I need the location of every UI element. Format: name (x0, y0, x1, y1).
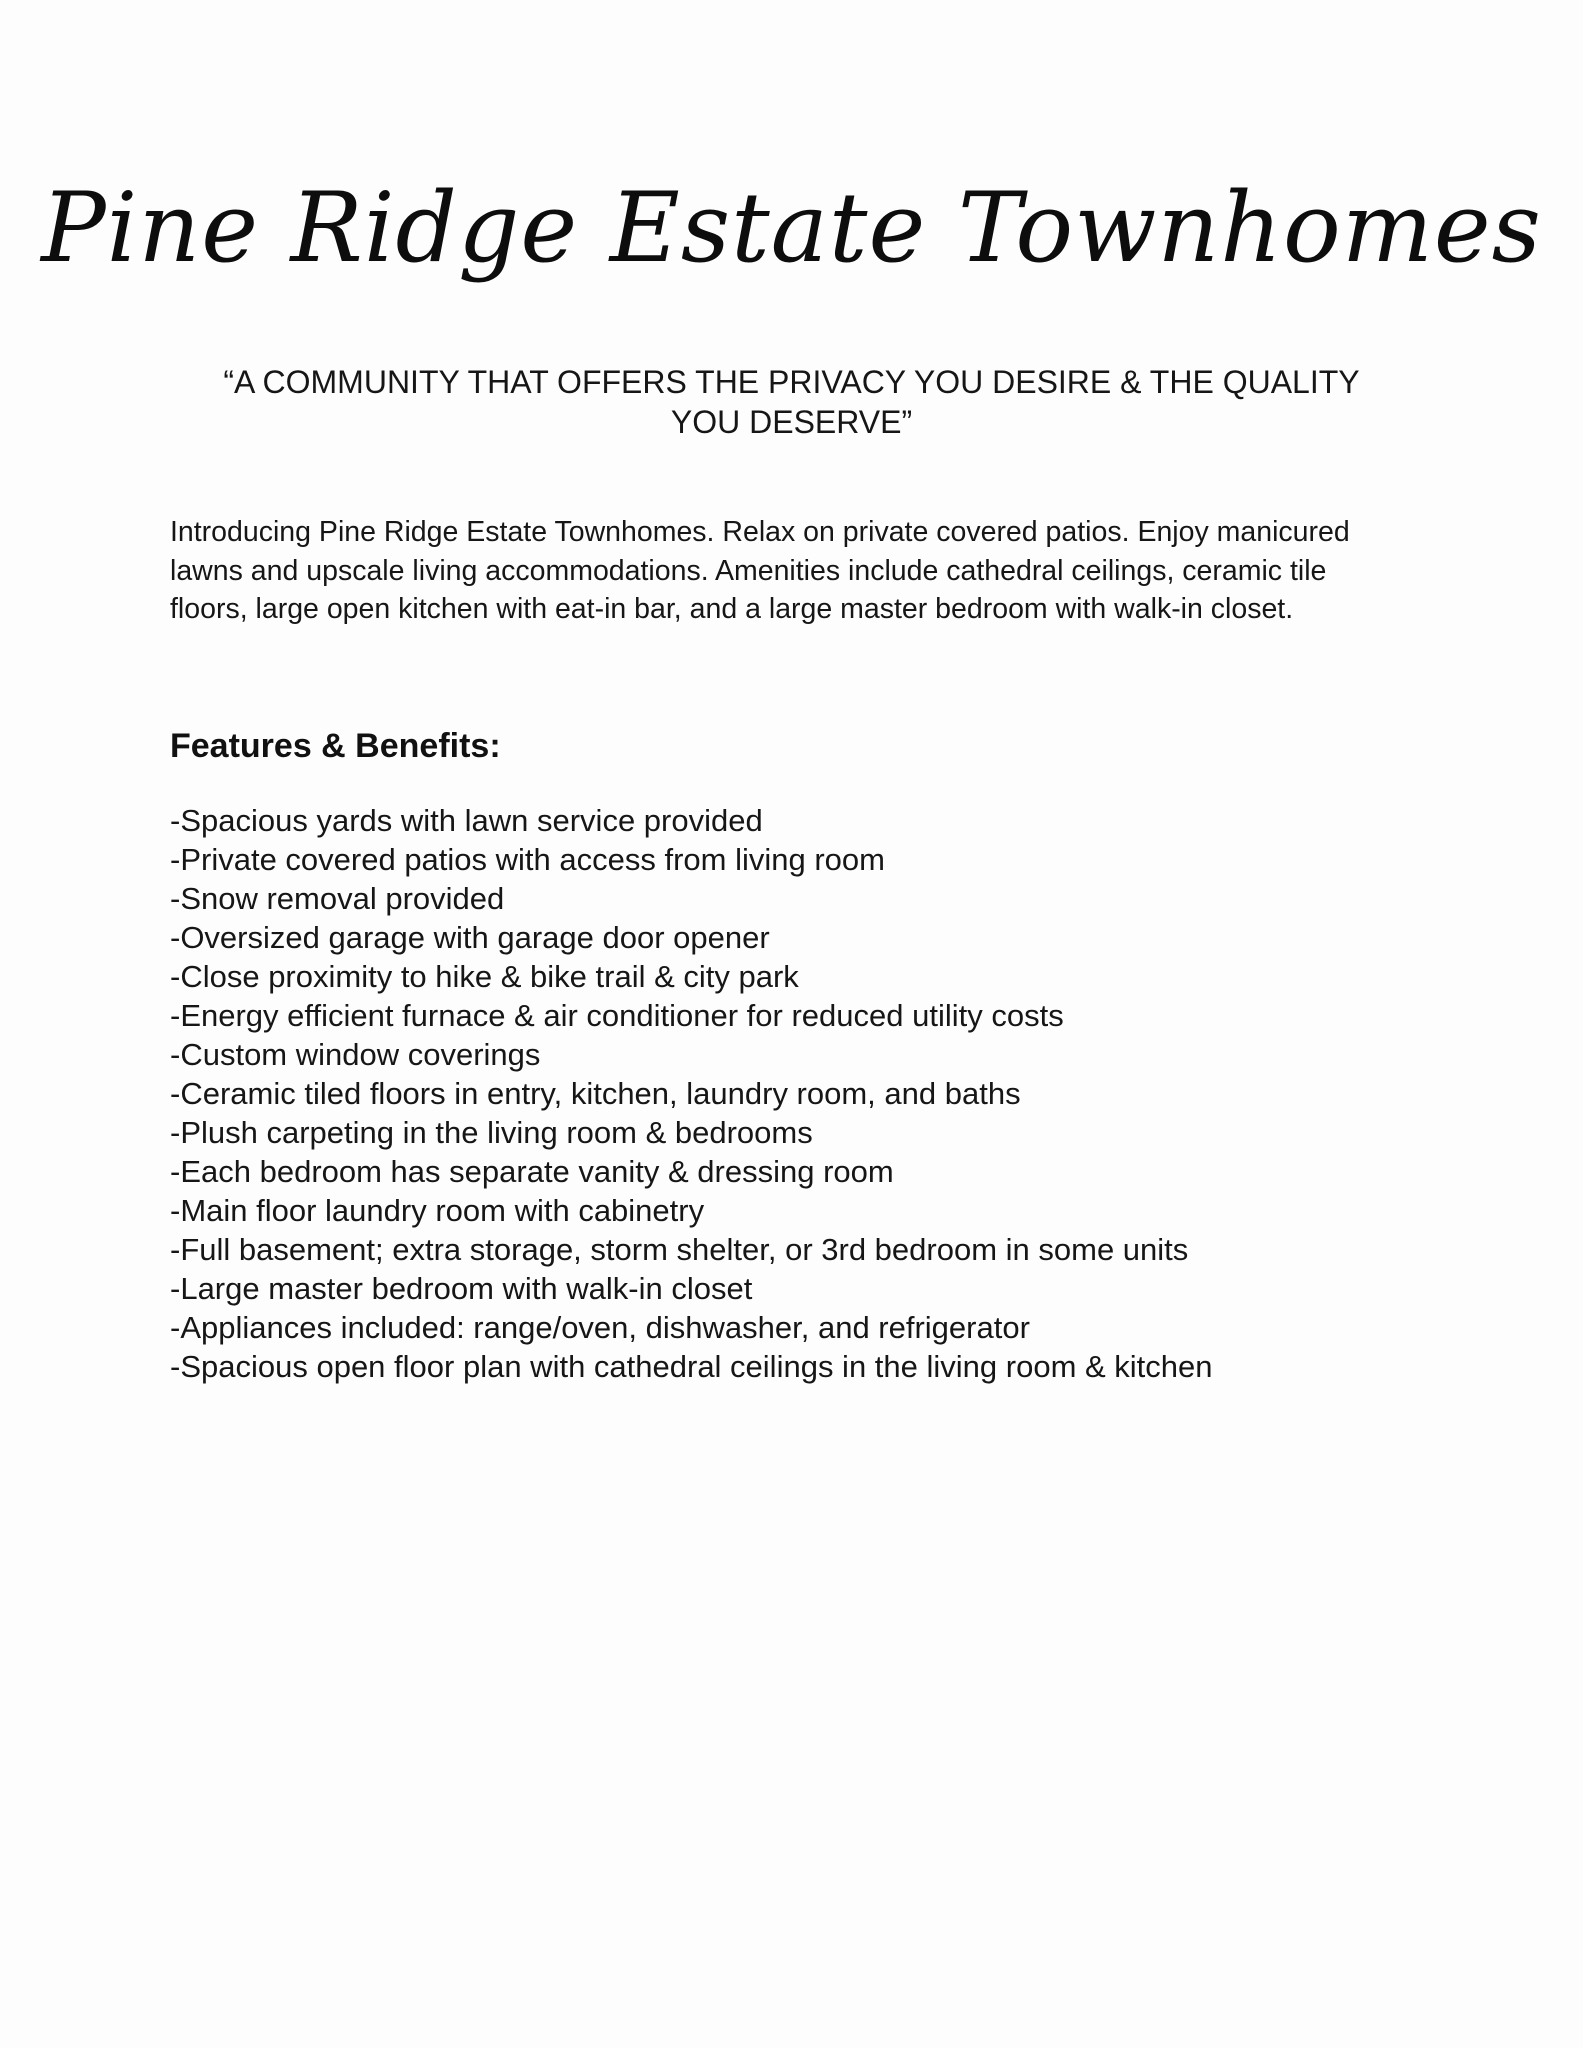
feature-item: -Custom window coverings (170, 1037, 541, 1072)
feature-item: -Spacious open floor plan with cathedral ceilings in the living room & kitchen (170, 1349, 1213, 1384)
intro-paragraph: Introducing Pine Ridge Estate Townhomes. Relax on private covered patios. Enjoy manicured lawns and upscale living accommodations. Amenities include cathedral ceilings, ceramic tile floors, large open kitchen with eat-in bar, and a large master bedroom with walk-in closet. (170, 516, 1350, 625)
feature-item: -Snow removal provided (170, 881, 505, 916)
tagline: “A COMMUNITY THAT OFFERS THE PRIVACY YOU DESIRE & THE QUALITY YOU DESERVE” (223, 364, 1360, 440)
feature-item: -Spacious yards with lawn service provided (170, 803, 763, 838)
feature-item: -Main floor laundry room with cabinetry (170, 1193, 705, 1228)
feature-item: -Ceramic tiled floors in entry, kitchen, laundry room, and baths (170, 1076, 1021, 1111)
feature-item: -Full basement; extra storage, storm shelter, or 3rd bedroom in some units (170, 1232, 1189, 1267)
feature-item: -Plush carpeting in the living room & bedrooms (170, 1115, 813, 1150)
feature-item: -Appliances included: range/oven, dishwasher, and refrigerator (170, 1310, 1030, 1345)
document-title: Pine Ridge Estate Townhomes (41, 172, 1542, 284)
feature-item: -Private covered patios with access from living room (170, 842, 885, 877)
features-list (170, 801, 1420, 1386)
features-heading: Features & Benefits: (170, 727, 501, 765)
feature-item: -Large master bedroom with walk-in closet (170, 1271, 753, 1306)
feature-item: -Oversized garage with garage door opener (170, 920, 770, 955)
feature-item: -Energy efficient furnace & air conditioner for reduced utility costs (170, 998, 1064, 1033)
feature-item: -Close proximity to hike & bike trail & city park (170, 959, 799, 994)
feature-item: -Each bedroom has separate vanity & dressing room (170, 1154, 894, 1189)
